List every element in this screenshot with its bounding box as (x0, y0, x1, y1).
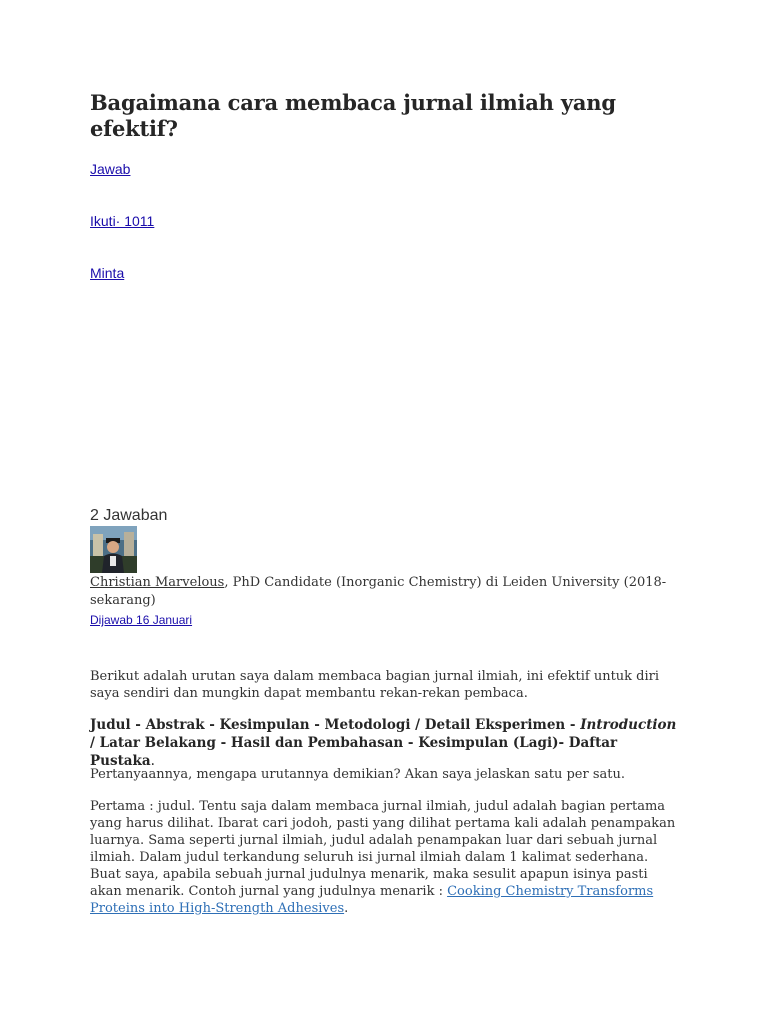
avatar[interactable] (90, 526, 137, 573)
reading-order-paragraph (90, 716, 680, 770)
answer-paragraph-intro: Berikut adalah urutan saya dalam membaca bagian jurnal ilmiah, ini efektif untuk diri saya sendiri dan mungkin dapat membantu rekan-rekan pembaca. (90, 669, 660, 701)
reading-order-part-2: / Latar Belakang - Hasil dan Pembahasan - Kesimpulan (Lagi)- Daftar Pustaka (90, 735, 618, 769)
reading-order-end: . (150, 753, 155, 769)
answer-paragraph-title-explanation (90, 798, 680, 917)
title-explanation-text: Pertama : judul. Tentu saja dalam membaca jurnal ilmiah, judul adalah bagian pertama yang harus dilihat. Ibarat cari jodoh, pasti yang dilihat pertama kali adalah penampakan luarnya. Sama seperti jurnal ilmiah, judul adalah penampakan luar dari sebuah jurnal ilmiah. Dalam judul terkandung seluruh isi jurnal ilmiah dalam 1 kalimat sederhana. Buat saya, apabila sebuah jurnal judulnya menarik, maka sesulit apapun isinya pasti akan menarik. Contoh jurnal yang judulnya menarik : (90, 799, 676, 899)
reading-order-part-1: Judul - Abstrak - Kesimpulan - Metodologi / Detail Eksperimen - (90, 717, 581, 733)
answer-link[interactable]: Jawab (90, 161, 131, 177)
author-line (90, 574, 670, 610)
answer-paragraph-question: Pertanyaannya, mengapa urutannya demikian? Akan saya jelaskan satu per satu. (90, 767, 625, 782)
answered-date-link[interactable]: Dijawab 16 Januari (90, 613, 193, 627)
author-photo-icon (90, 526, 137, 573)
answers-count: 2 Jawaban (90, 507, 168, 524)
author-credential: , PhD Candidate (Inorganic Chemistry) di Leiden University (2018-sekarang) (90, 575, 667, 608)
author-name-link[interactable]: Christian Marvelous (90, 575, 225, 590)
reading-order-italic: Introduction (580, 717, 677, 733)
request-link[interactable]: Minta (90, 265, 125, 281)
follow-link[interactable]: Ikuti· 1011 (90, 213, 155, 229)
example-journal-link[interactable]: Cooking Chemistry Transforms Proteins into High-Strength Adhesives (90, 884, 654, 916)
question-title: Bagaimana cara membaca jurnal ilmiah yang efektif? (90, 90, 616, 141)
title-explanation-end: . (344, 901, 349, 916)
